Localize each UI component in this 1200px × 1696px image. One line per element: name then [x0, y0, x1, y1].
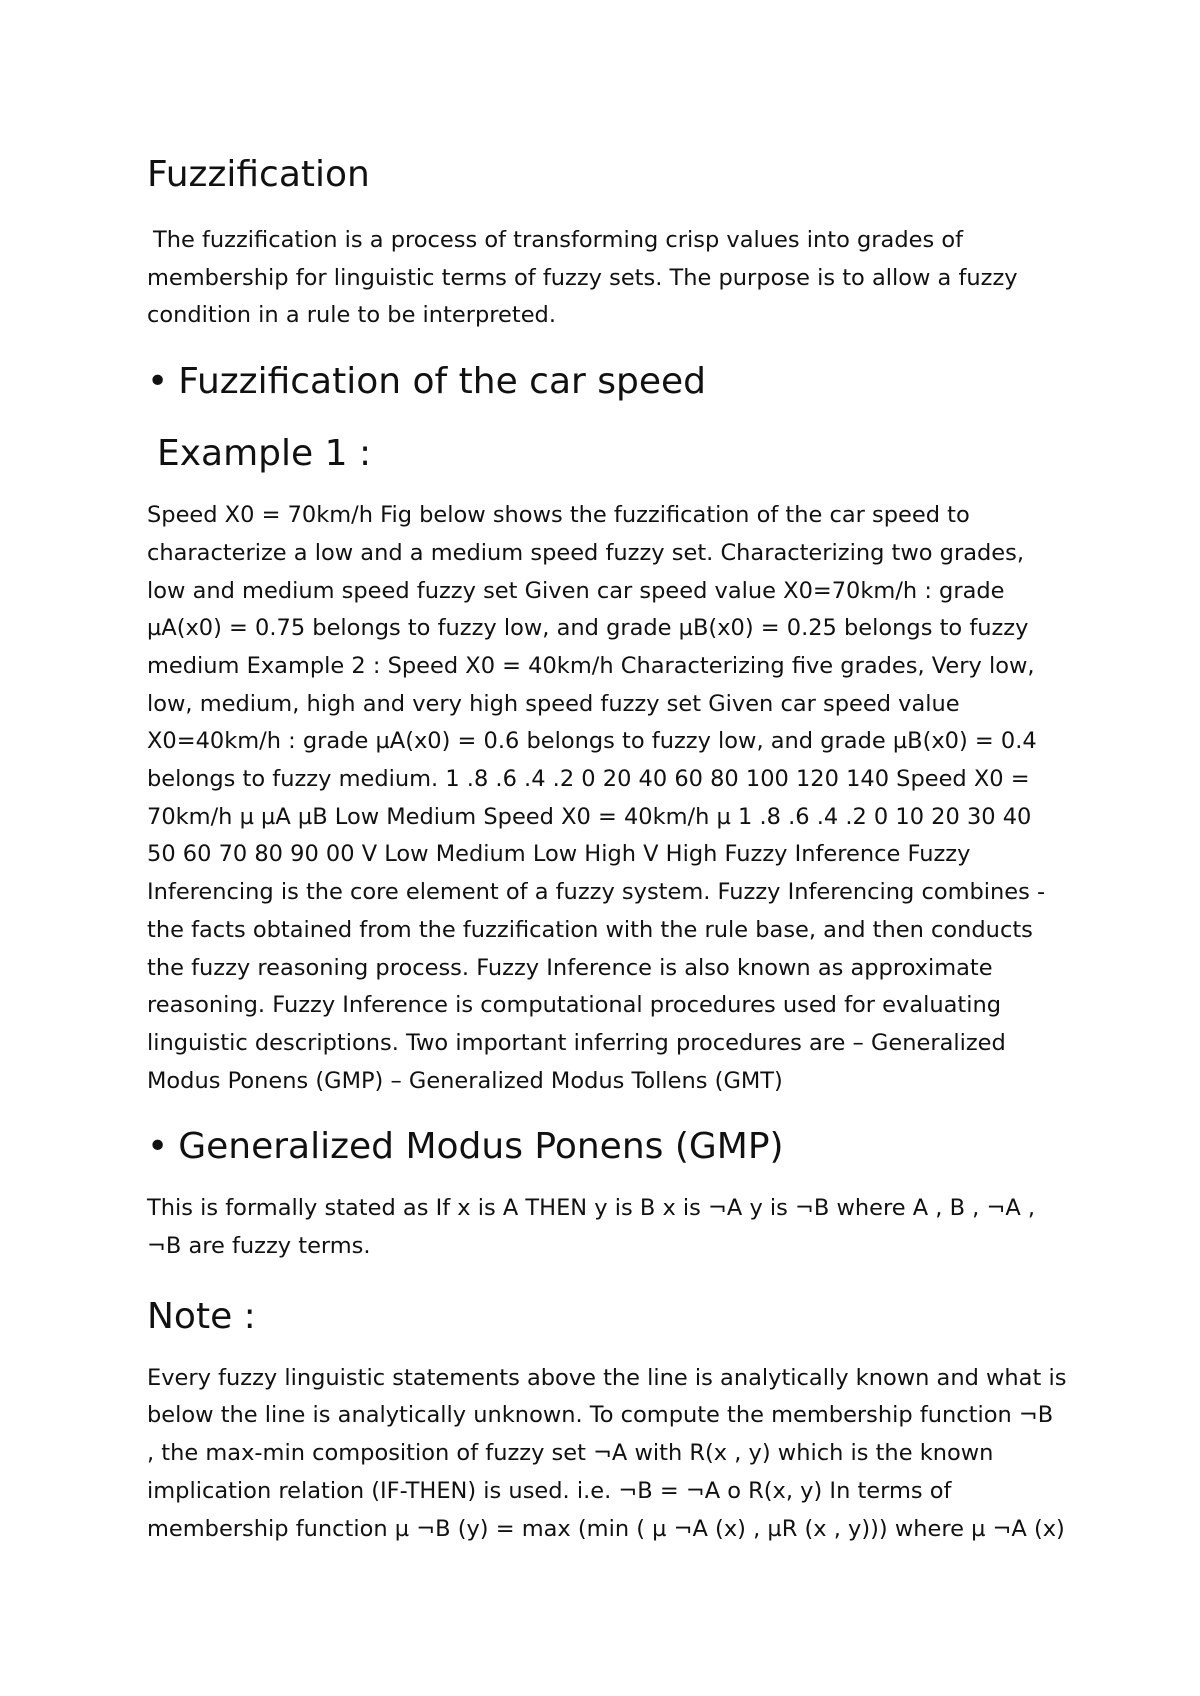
- section-heading-car-speed-text: Fuzzification of the car speed: [178, 361, 707, 403]
- bullet-icon: •: [147, 1126, 169, 1168]
- intro-paragraph: The fuzzification is a process of transforming crisp values into grades of membership for linguistic terms of fuzzy sets. The purpose is to allow a fuzzy condition in a rule to be interpreted.: [147, 227, 1018, 329]
- section-heading-gmp-text: Generalized Modus Ponens (GMP): [178, 1126, 784, 1168]
- note-heading: Note :: [147, 1295, 256, 1337]
- page-title: Fuzzification: [147, 154, 370, 195]
- car-speed-paragraph: Speed X0 = 70km/h Fig below shows the fuzzification of the car speed to characterize a low and a medium speed fuzzy set. Characterizing two grades, low and medium speed fuzzy set Given car speed value X0=70km/h : grade µA(x0) = 0.75 belongs to fuzzy low, and grade µB(x0) = 0.25 belongs to fuzzy medium Example 2 : Speed X0 = 40km/h Characterizing five grades, Very low, low, medium, high and very high speed fuzzy set Given car speed value X0=40km/h : grade µA(x0) = 0.6 belongs to fuzzy low, and grade µB(x0) = 0.4 belongs to fuzzy medium. 1 .8 .6 .4 .2 0 20 40 60 80 100 120 140 Speed X0 = 70km/h µ µA µB Low Medium Speed X0 = 40km/h µ 1 .8 .6 .4 .2 0 10 20 30 40 50 60 70 80 90 00 V Low Medium Low High V High Fuzzy Inference Fuzzy Inferencing is the core element of a fuzzy system. Fuzzy Inferencing combines - the facts obtained from the fuzzification with the rule base, and then conducts the fuzzy reasoning process. Fuzzy Inference is also known as approximate reasoning. Fuzzy Inference is computational procedures used for evaluating linguistic descriptions. Two important inferring procedures are – Generalized Modus Ponens (GMP) – Generalized Modus Tollens (GMT): [147, 502, 1046, 1094]
- section-heading-gmp: [147, 1122, 1067, 1172]
- bullet-icon: •: [147, 361, 169, 403]
- note-paragraph: Every fuzzy linguistic statements above the line is analytically known and what is below the line is analytically unknown. To compute the membership function ¬B , the max-min composition of fuzzy set ¬A with R(x , y) which is the known implication relation (IF-THEN) is used. i.e. ¬B = ¬A o R(x, y) In terms of membership function µ ¬B (y) = max (min ( µ ¬A (x) , µR (x , y))) where µ ¬A (x): [147, 1364, 1067, 1542]
- example-1-heading: Example 1 :: [157, 433, 372, 475]
- gmp-paragraph: This is formally stated as If x is A THEN y is B x is ¬A y is ¬B where A , B , ¬A , ¬B are fuzzy terms.: [147, 1195, 1036, 1260]
- document-content: [147, 150, 1067, 1548]
- section-heading-car-speed: [147, 357, 1067, 407]
